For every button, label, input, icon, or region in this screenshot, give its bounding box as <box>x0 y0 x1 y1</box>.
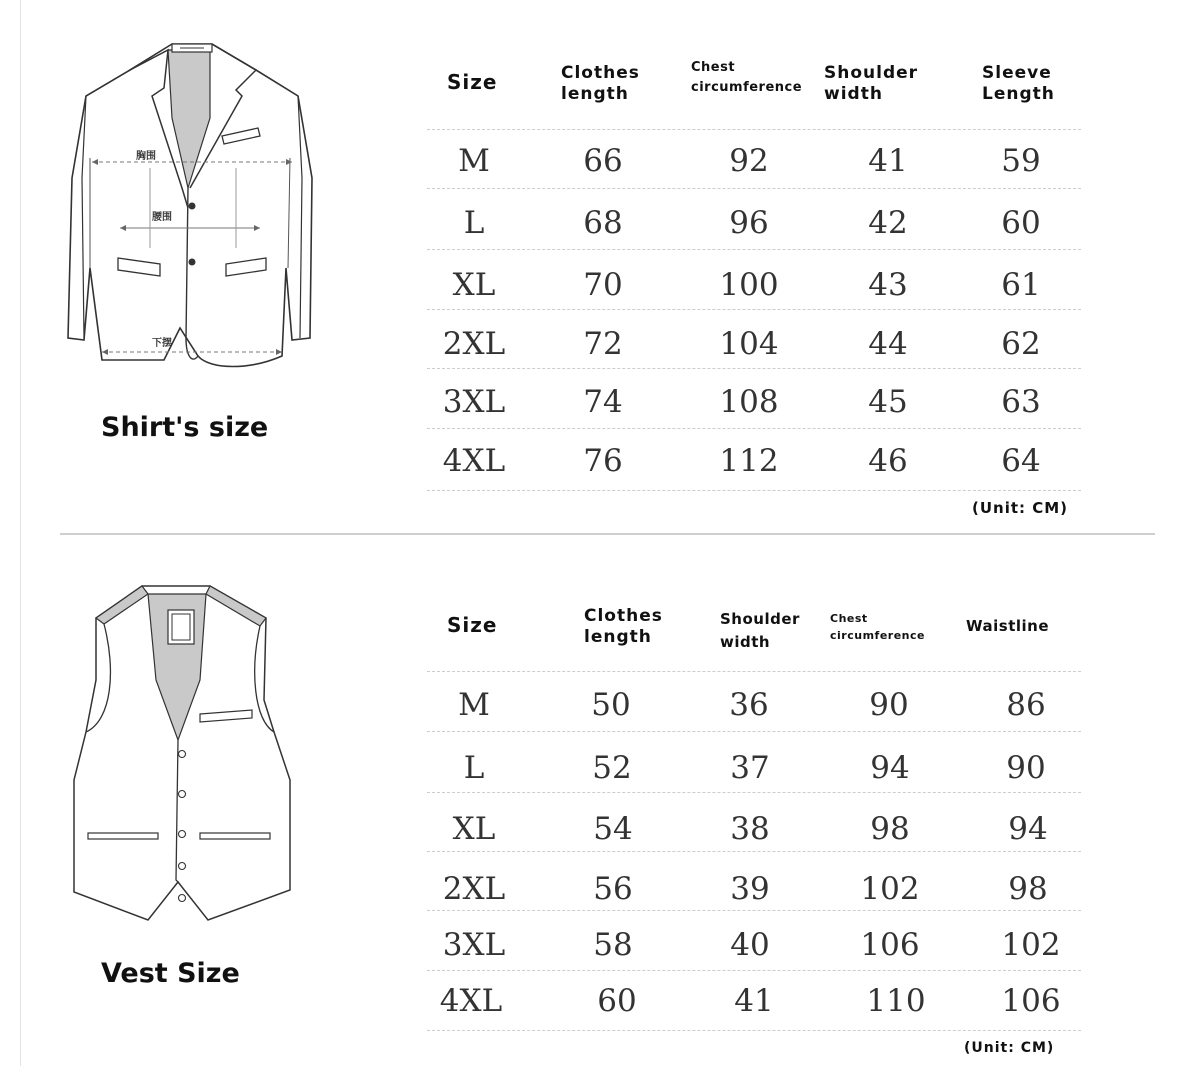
shirt-cell-clothes-length: 76 <box>583 443 623 479</box>
vest-header-size <box>447 613 497 638</box>
shirt-cell-chest: 92 <box>729 143 769 179</box>
shirt-cell-chest: 112 <box>719 443 779 479</box>
shirt-header-chest-line1: Chest <box>691 60 736 75</box>
vest-cell-shoulder: 41 <box>734 983 774 1019</box>
shirt-header-size-text: Size <box>447 70 498 94</box>
vest-cell-shoulder: 36 <box>729 687 769 723</box>
vest-cell-waistline: 106 <box>1001 983 1061 1019</box>
shirt-cell-shoulder: 42 <box>868 205 908 241</box>
vest-cell-chest: 94 <box>870 750 910 786</box>
vest-row-separator <box>427 671 1081 672</box>
vest-row-separator <box>427 731 1081 732</box>
shirt-size-title: Shirt's size <box>101 412 269 443</box>
vest-cell-shoulder: 39 <box>730 871 770 907</box>
vest-unit-note: (Unit: CM) <box>964 1040 1055 1056</box>
shirt-row-separator <box>427 188 1081 189</box>
vest-cell-size: XL <box>452 811 496 847</box>
vest-cell-chest: 106 <box>860 927 920 963</box>
shirt-header-clothes-length-line1: Clothes <box>561 63 640 83</box>
vest-cell-chest: 98 <box>870 811 910 847</box>
vest-cell-shoulder: 37 <box>730 750 770 786</box>
vest-cell-size: M <box>458 687 490 723</box>
vest-row-separator <box>427 851 1081 852</box>
shirt-header-size <box>447 70 497 95</box>
vest-row-separator <box>427 1030 1081 1031</box>
vest-cell-waistline: 102 <box>1001 927 1061 963</box>
shirt-cell-chest: 100 <box>719 267 779 303</box>
shirt-cell-sleeve: 64 <box>1001 443 1041 479</box>
vest-header-chest-line1: Chest <box>830 612 868 625</box>
shirt-cell-chest: 108 <box>719 384 779 420</box>
shirt-cell-shoulder: 43 <box>868 267 908 303</box>
shirt-header-sleeve <box>982 63 1055 106</box>
vest-header-clothes-length-line2: length <box>584 627 652 648</box>
shirt-row-separator <box>427 368 1081 369</box>
vest-header-shoulder-line2: width <box>720 633 771 651</box>
vest-header-chest-line2: circumference <box>830 629 925 642</box>
shirt-cell-sleeve: 63 <box>1001 384 1041 420</box>
vest-cell-waistline: 90 <box>1006 750 1046 786</box>
shirt-header-shoulder-line1: Shoulder <box>824 63 919 83</box>
vest-cell-size: 3XL <box>442 927 506 963</box>
vest-row-separator <box>427 970 1081 971</box>
shirt-cell-clothes-length: 66 <box>583 143 623 179</box>
vest-header-waistline <box>966 617 1049 636</box>
shirt-cell-size: 3XL <box>442 384 506 420</box>
chest-measure-label: 胸围 <box>136 151 156 162</box>
vest-cell-size: 2XL <box>442 871 506 907</box>
vest-cell-clothes-length: 56 <box>593 871 633 907</box>
shirt-header-shoulder <box>824 63 918 106</box>
vest-cell-waistline: 86 <box>1006 687 1046 723</box>
vest-cell-waistline: 94 <box>1008 811 1048 847</box>
vest-row-separator <box>427 792 1081 793</box>
shirt-cell-sleeve: 59 <box>1001 143 1041 179</box>
vest-cell-chest: 102 <box>860 871 920 907</box>
vest-cell-chest: 110 <box>866 983 926 1019</box>
shirt-cell-size: M <box>458 143 490 179</box>
shirt-cell-clothes-length: 74 <box>583 384 623 420</box>
vest-cell-clothes-length: 58 <box>593 927 633 963</box>
hem-measure-label: 下摆 <box>152 338 172 349</box>
shirt-cell-size: L <box>463 205 485 241</box>
shirt-cell-clothes-length: 68 <box>583 205 623 241</box>
vest-cell-waistline: 98 <box>1008 871 1048 907</box>
shirt-header-clothes-length <box>561 63 640 106</box>
shirt-header-sleeve-line2: Length <box>982 84 1055 105</box>
shirt-header-chest-line2: circumference <box>691 80 803 95</box>
vest-cell-clothes-length: 52 <box>592 750 632 786</box>
vest-header-shoulder-line1: Shoulder <box>720 610 800 628</box>
vest-header-size-text: Size <box>447 613 498 637</box>
shirt-cell-chest: 96 <box>729 205 769 241</box>
shirt-row-separator <box>427 249 1081 250</box>
waist-measure-label: 腰围 <box>152 212 172 223</box>
shirt-cell-sleeve: 61 <box>1001 267 1041 303</box>
shirt-size-section <box>0 0 1200 530</box>
shirt-cell-sleeve: 60 <box>1001 205 1041 241</box>
vest-cell-size: L <box>463 750 485 786</box>
vest-cell-clothes-length: 54 <box>593 811 633 847</box>
vest-cell-size: 4XL <box>439 983 503 1019</box>
vest-header-clothes-length-line1: Clothes <box>584 606 663 626</box>
shirt-unit-note: (Unit: CM) <box>972 499 1069 517</box>
section-divider <box>60 533 1155 535</box>
vest-cell-clothes-length: 50 <box>591 687 631 723</box>
vest-cell-chest: 90 <box>869 687 909 723</box>
shirt-cell-shoulder: 46 <box>868 443 908 479</box>
shirt-cell-size: 4XL <box>442 443 506 479</box>
shirt-cell-chest: 104 <box>719 326 779 362</box>
shirt-cell-shoulder: 45 <box>868 384 908 420</box>
vest-row-separator <box>427 910 1081 911</box>
vest-cell-shoulder: 40 <box>730 927 770 963</box>
shirt-cell-clothes-length: 70 <box>583 267 623 303</box>
shirt-header-shoulder-line2: width <box>824 84 883 105</box>
vest-diagram <box>60 580 300 925</box>
shirt-row-separator <box>427 490 1081 491</box>
shirt-row-separator <box>427 428 1081 429</box>
shirt-cell-size: 2XL <box>442 326 506 362</box>
shirt-row-separator <box>427 129 1081 130</box>
vest-header-clothes-length <box>584 606 663 649</box>
shirt-header-clothes-length-line2: length <box>561 84 629 105</box>
vest-header-shoulder <box>720 608 800 654</box>
shirt-cell-shoulder: 44 <box>868 326 908 362</box>
jacket-diagram <box>60 38 320 383</box>
vest-cell-shoulder: 38 <box>730 811 770 847</box>
vest-cell-clothes-length: 60 <box>597 983 637 1019</box>
vest-size-section <box>0 540 1200 1066</box>
shirt-cell-sleeve: 62 <box>1001 326 1041 362</box>
vest-header-chest <box>830 610 925 644</box>
shirt-cell-shoulder: 41 <box>868 143 908 179</box>
shirt-cell-clothes-length: 72 <box>583 326 623 362</box>
shirt-cell-size: XL <box>452 267 496 303</box>
shirt-header-sleeve-line1: Sleeve <box>982 63 1052 83</box>
shirt-row-separator <box>427 309 1081 310</box>
vest-header-waistline-text: Waistline <box>966 617 1050 635</box>
vest-size-title: Vest Size <box>101 958 240 989</box>
shirt-header-chest <box>691 58 802 98</box>
